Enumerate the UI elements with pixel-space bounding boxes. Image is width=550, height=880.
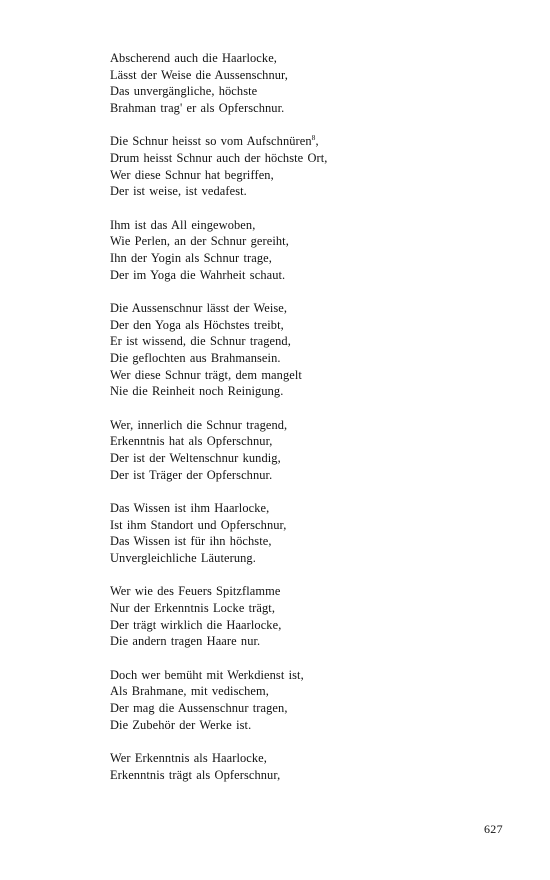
verse-line: Das unvergängliche, höchste: [110, 84, 258, 99]
verse-line: Wer diese Schnur trägt, dem mangelt: [110, 367, 302, 382]
verse-line: Lässt der Weise die Aussenschnur,: [110, 67, 288, 82]
stanza-2: [110, 133, 510, 200]
verse-line: Ihm ist das All eingewoben,: [110, 217, 256, 232]
stanza-7: [110, 583, 510, 650]
verse-line: Doch wer bemüht mit Werkdienst ist,: [110, 667, 304, 682]
verse-line: Er ist wissend, die Schnur tragend,: [110, 334, 291, 349]
verse-line: Wie Perlen, an der Schnur gereiht,: [110, 234, 289, 249]
stanza-8: [110, 667, 510, 734]
verse-line: Die Aussenschnur lässt der Weise,: [110, 300, 288, 315]
verse-text: Die Schnur heisst so vom Aufschnüren: [110, 134, 312, 149]
footnote-marker[interactable]: 8: [311, 133, 316, 143]
stanza-6: [110, 500, 510, 567]
stanza-4: [110, 300, 510, 400]
verse-line: Wer Erkenntnis als Haarlocke,: [110, 750, 267, 765]
stanza-9: [110, 750, 510, 783]
verse-line: Der im Yoga die Wahrheit schaut.: [110, 267, 286, 282]
verse-line: Wer, innerlich die Schnur tragend,: [110, 417, 288, 432]
verse-line: Abscherend auch die Haarlocke,: [110, 51, 277, 65]
verse-line: Drum heisst Schnur auch der höchste Ort,: [110, 151, 328, 166]
stanza-1: [110, 50, 510, 117]
verse-line: Das Wissen ist ihm Haarlocke,: [110, 500, 270, 515]
verse-line: Nur der Erkenntnis Locke trägt,: [110, 600, 276, 615]
verse-line: Unvergleichliche Läuterung.: [110, 551, 256, 566]
verse-line: Die geflochten aus Brahmansein.: [110, 351, 281, 366]
verse-line: Der ist weise, ist vedafest.: [110, 184, 247, 199]
verse-line: Die andern tragen Haare nur.: [110, 634, 261, 649]
poem-text: [110, 50, 510, 800]
verse-punctuation: ,: [315, 134, 319, 149]
verse-line: Der trägt wirklich die Haarlocke,: [110, 617, 282, 632]
verse-line: Das Wissen ist für ihn höchste,: [110, 534, 272, 549]
verse-line: Die Zubehör der Werke ist.: [110, 717, 252, 732]
verse-line: Als Brahmane, mit vedischem,: [110, 684, 269, 699]
verse-line: Der ist der Weltenschnur kundig,: [110, 451, 281, 466]
verse-line: Nie die Reinheit noch Reinigung.: [110, 384, 284, 399]
verse-line: Erkenntnis hat als Opferschnur,: [110, 434, 273, 449]
verse-line: Ihn der Yogin als Schnur trage,: [110, 251, 272, 266]
stanza-3: [110, 217, 510, 284]
verse-line-with-footnote: [110, 133, 510, 150]
verse-line: Der den Yoga als Höchstes treibt,: [110, 317, 284, 332]
verse-line: Wer wie des Feuers Spitzflamme: [110, 584, 281, 599]
verse-line: Brahman trag' er als Opferschnur.: [110, 101, 285, 116]
verse-line: Erkenntnis trägt als Opferschnur,: [110, 767, 281, 782]
verse-line: Ist ihm Standort und Opferschnur,: [110, 517, 287, 532]
page-number: 627: [484, 822, 503, 836]
stanza-5: [110, 417, 510, 484]
verse-line: Wer diese Schnur hat begriffen,: [110, 167, 274, 182]
verse-line: Der mag die Aussenschnur tragen,: [110, 701, 288, 715]
verse-line: Der ist Träger der Opferschnur.: [110, 467, 273, 482]
